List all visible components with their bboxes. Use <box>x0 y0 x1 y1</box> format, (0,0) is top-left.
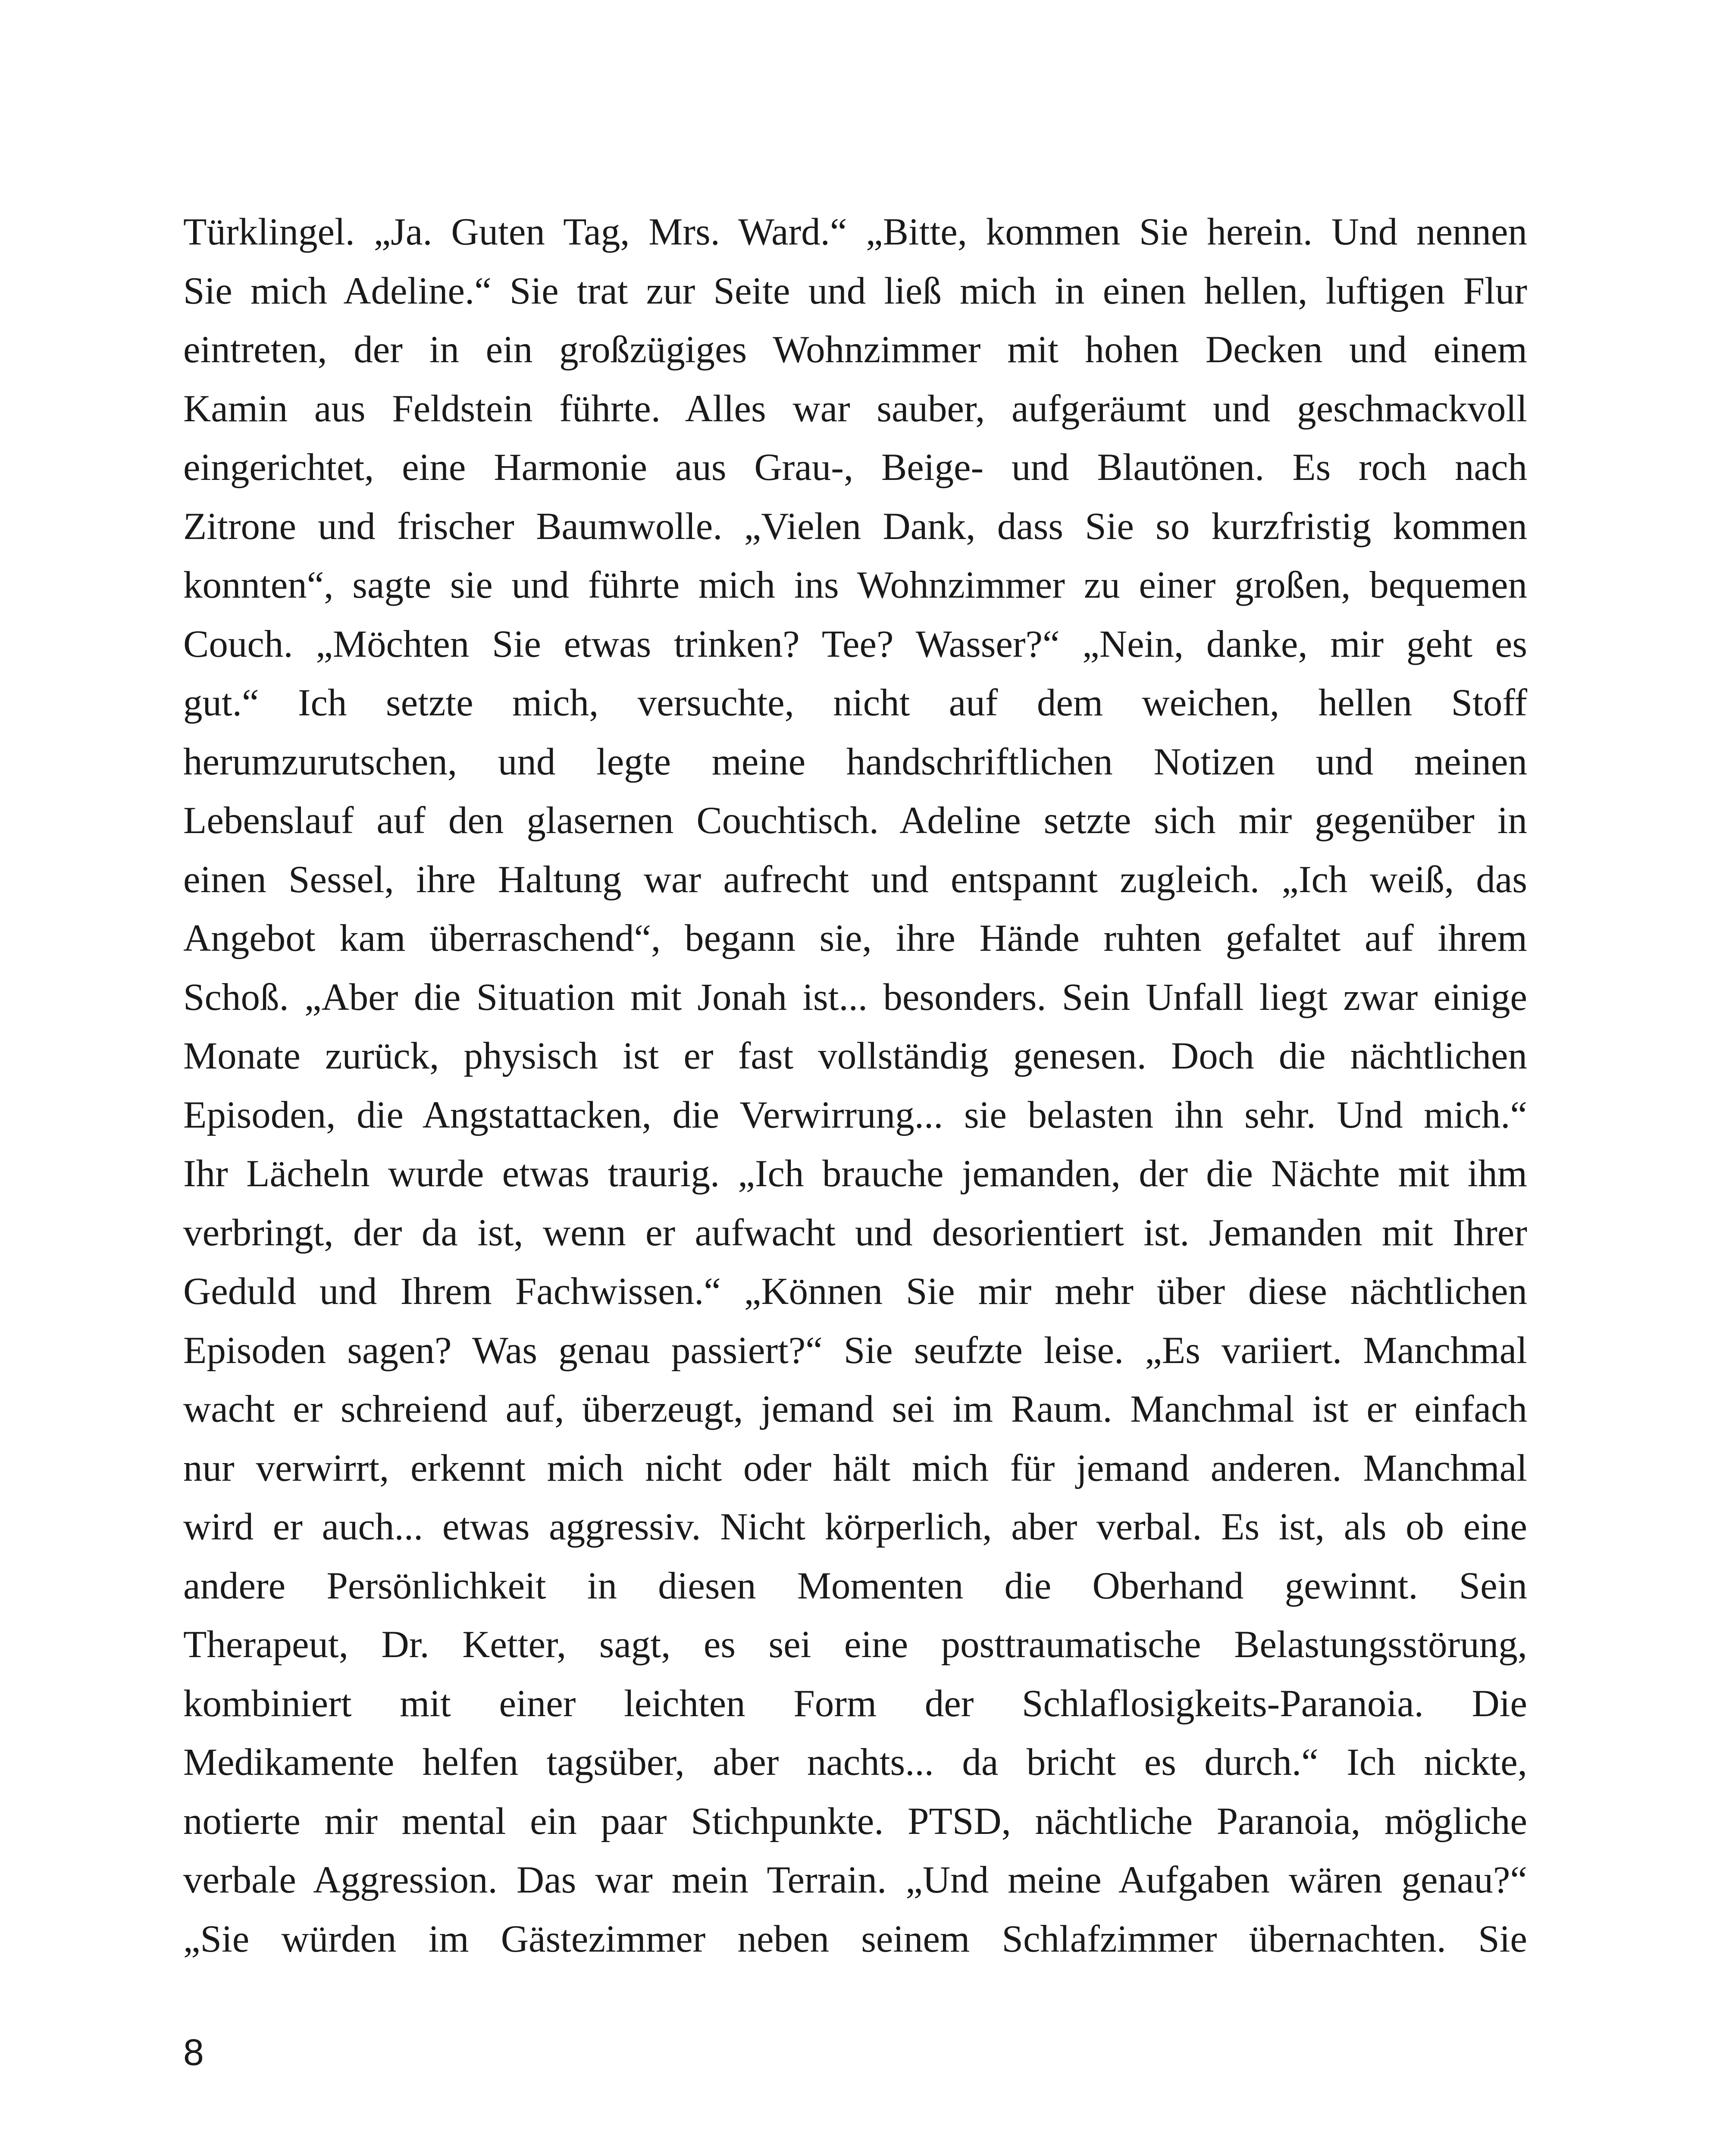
text-line: herumzurutschen, und legte meine handschriftlichen Notizen und meinen <box>183 740 1527 783</box>
text-line: Episoden sagen? Was genau passiert?“ Sie seufzte leise. „Es variiert. Manchmal <box>183 1329 1527 1372</box>
text-line: notierte mir mental ein paar Stichpunkte. PTSD, nächtliche Paranoia, mögliche <box>183 1800 1527 1843</box>
body-text <box>183 203 1527 1968</box>
text-line: einen Sessel, ihre Haltung war aufrecht und entspannt zugleich. „Ich weiß, das <box>183 858 1527 901</box>
text-line: Schoß. „Aber die Situation mit Jonah ist... besonders. Sein Unfall liegt zwar einige <box>183 976 1527 1018</box>
text-line: Zitrone und frischer Baumwolle. „Vielen Dank, dass Sie so kurzfristig kommen <box>183 505 1527 548</box>
text-line: Monate zurück, physisch ist er fast vollständig genesen. Doch die nächtlichen <box>183 1035 1527 1077</box>
text-line: Medikamente helfen tagsüber, aber nachts... da bricht es durch.“ Ich nickte, <box>183 1741 1527 1783</box>
text-line: wacht er schreiend auf, überzeugt, jemand sei im Raum. Manchmal ist er einfach <box>183 1388 1527 1430</box>
text-line: Couch. „Möchten Sie etwas trinken? Tee? Wasser?“ „Nein, danke, mir geht es <box>183 623 1527 665</box>
text-line: konnten“, sagte sie und führte mich ins Wohnzimmer zu einer großen, bequemen <box>183 564 1527 606</box>
text-line: Türklingel. „Ja. Guten Tag, Mrs. Ward.“ „Bitte, kommen Sie herein. Und nennen <box>183 211 1527 253</box>
page-number: 8 <box>183 2032 204 2073</box>
text-line: gut.“ Ich setzte mich, versuchte, nicht auf dem weichen, hellen Stoff <box>183 682 1527 724</box>
text-line: „Sie würden im Gästezimmer neben seinem Schlafzimmer übernachten. Sie <box>183 1918 1527 1960</box>
text-line: eingerichtet, eine Harmonie aus Grau-, Beige- und Blautönen. Es roch nach <box>183 446 1527 489</box>
text-line: andere Persönlichkeit in diesen Momenten die Oberhand gewinnt. Sein <box>183 1564 1527 1607</box>
text-line: Sie mich Adeline.“ Sie trat zur Seite und ließ mich in einen hellen, luftigen Flur <box>183 270 1527 312</box>
text-line: verbringt, der da ist, wenn er aufwacht und desorientiert ist. Jemanden mit Ihrer <box>183 1211 1527 1254</box>
text-line: Lebenslauf auf den glasernen Couchtisch. Adeline setzte sich mir gegenüber in <box>183 799 1527 842</box>
text-line: Therapeut, Dr. Ketter, sagt, es sei eine posttraumatische Belastungsstörung, <box>183 1623 1527 1666</box>
text-line: wird er auch... etwas aggressiv. Nicht körperlich, aber verbal. Es ist, als ob eine <box>183 1506 1527 1548</box>
text-line: verbale Aggression. Das war mein Terrain. „Und meine Aufgaben wären genau?“ <box>183 1859 1527 1901</box>
text-line: Episoden, die Angstattacken, die Verwirrung... sie belasten ihn sehr. Und mich.“ <box>183 1094 1527 1136</box>
text-line: kombiniert mit einer leichten Form der Schlaflosigkeits-Paranoia. Die <box>183 1682 1527 1725</box>
text-line: Ihr Lächeln wurde etwas traurig. „Ich brauche jemanden, der die Nächte mit ihm <box>183 1153 1527 1195</box>
text-line: Angebot kam überraschend“, begann sie, ihre Hände ruhten gefaltet auf ihrem <box>183 917 1527 959</box>
text-line: Geduld und Ihrem Fachwissen.“ „Können Sie mir mehr über diese nächtlichen <box>183 1270 1527 1313</box>
text-line: eintreten, der in ein großzügiges Wohnzimmer mit hohen Decken und einem <box>183 329 1527 371</box>
text-line: nur verwirrt, erkennt mich nicht oder hält mich für jemand anderen. Manchmal <box>183 1447 1527 1489</box>
text-line: Kamin aus Feldstein führte. Alles war sauber, aufgeräumt und geschmackvoll <box>183 387 1527 430</box>
